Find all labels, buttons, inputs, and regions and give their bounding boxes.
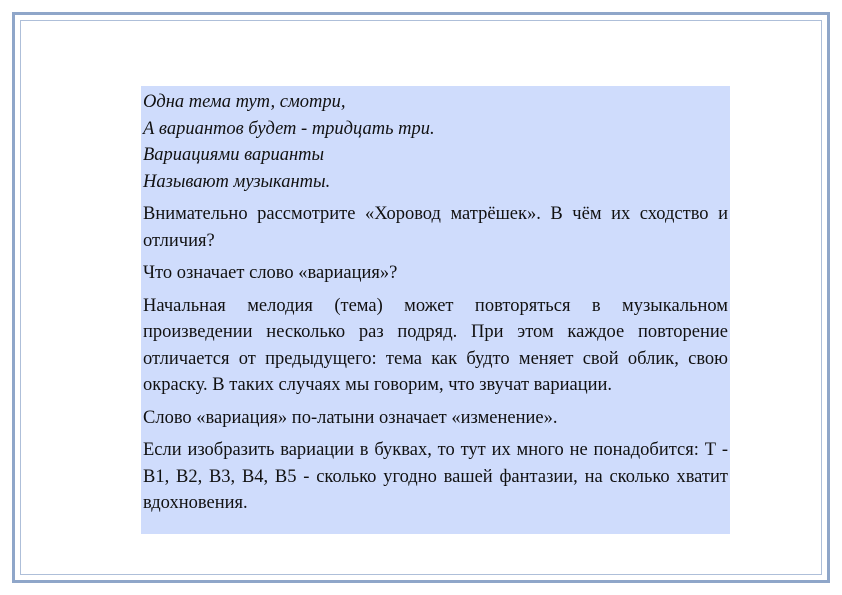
- poem-line: А вариантов будет - тридцать три.: [143, 118, 435, 139]
- text-block: [141, 86, 730, 534]
- poem-line: Одна тема тут, смотри,: [143, 92, 346, 112]
- poem: [143, 89, 728, 195]
- poem-line: Называют музыканты.: [143, 171, 331, 192]
- poem-line: Вариациями варианты: [143, 145, 325, 165]
- paragraph-theme-explanation: Начальная мелодия (тема) может повторяться в музыкальном произведении несколько раз подряд. При этом каждое повторение отличается от предыдущего: тема как будто меняет свой облик, свою окраску. В таких случаях мы говорим, что звучат вариации.: [143, 295, 728, 395]
- paragraph-question-variation: Что означает слово «вариация»?: [143, 263, 398, 283]
- paragraph-question-dolls: Внимательно рассмотрите «Хоровод матрёшек». В чём их сходство и отличия?: [143, 204, 728, 251]
- paragraph-letters: Если изобразить вариации в буквах, то тут их много не понадобится: Т - В1, В2, В3, В4, В5 - сколько угодно вашей фантазии, на сколько хватит вдохновения.: [143, 440, 728, 513]
- paragraph-latin-meaning: Слово «вариация» по-латыни означает «изменение».: [143, 407, 558, 428]
